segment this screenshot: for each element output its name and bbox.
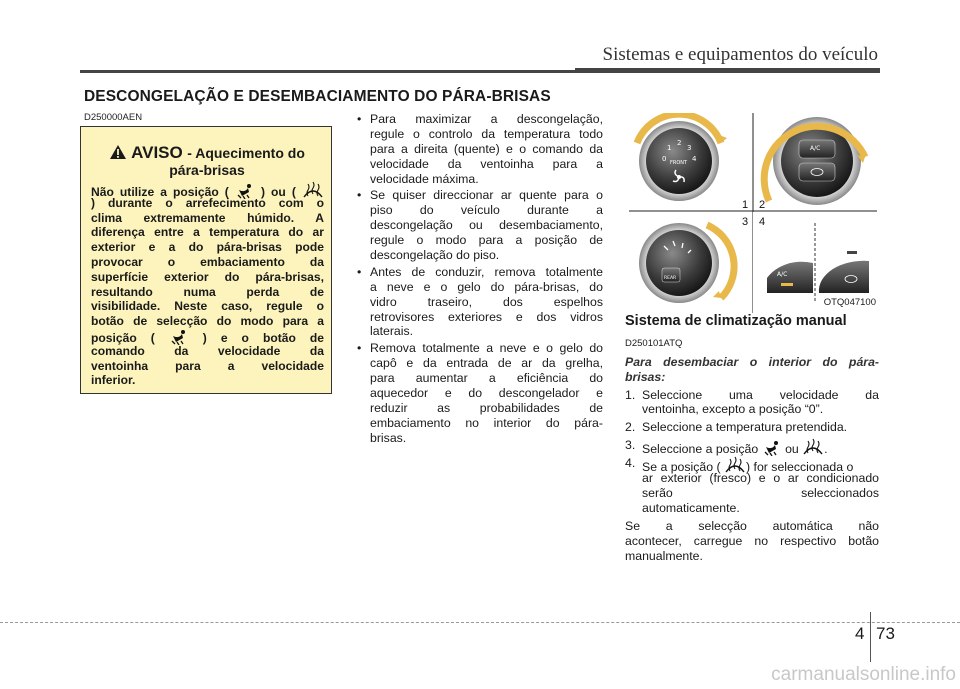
list-item: • Antes de conduzir, remova totalmente a neve e o gelo do pára-brisas, do vidro traseiro, dos espelhos retrovisores exteriores e dos vidros laterais. — [357, 264, 603, 339]
warning-subtitle: - Aquecimento do — [187, 145, 305, 161]
warning-line: diferença entre a temperatura do ar — [91, 225, 324, 240]
warning-line: superfície exterior do pára-brisas, — [91, 269, 324, 284]
subsection-title: Sistema de climatização manual — [625, 313, 847, 329]
ac-label: A/C — [810, 145, 821, 152]
warning-line: Não utilize a posição ( ) ou ( — [91, 181, 324, 196]
warning-line: provocar o embaciamento da — [91, 254, 324, 269]
bullet-list — [353, 112, 603, 448]
step-item: 4. Se a posição ( ) for seleccionada o ar exterior (fresco) e o ar condicionado serão seleccionados automaticamente. — [625, 456, 879, 515]
list-item: • Para maximizar a descongelação, regule o controlo da temperatura todo para a direita (quente) e o comando da velocidade da ventoinha para a velocidade máxima. — [357, 112, 603, 186]
rear-label: REAR — [664, 276, 677, 281]
procedure-heading: Para desembaciar o interior do pára- brisas: — [625, 354, 879, 384]
manual-climate-section — [625, 314, 879, 563]
knob-number: 0 — [662, 155, 667, 163]
page-number: 73 — [876, 624, 895, 643]
floor-defrost-icon — [762, 440, 782, 456]
chapter-number: 4 — [855, 624, 865, 643]
warning-line: comando da velocidade da — [91, 343, 324, 358]
subsection-code: D250101ATQ — [625, 337, 683, 349]
footer-divider — [870, 612, 871, 662]
warning-subtitle-2: pára-brisas — [169, 162, 245, 178]
floor-defrost-icon — [169, 329, 189, 345]
warning-heading — [81, 143, 333, 163]
note-paragraph: Se a selecção automática não acontecer, carregue no respectivo botão manualmente. — [625, 518, 879, 563]
knob-label: FRONT — [670, 160, 688, 166]
warning-word: AVISO — [131, 143, 183, 162]
warning-line: clima extremamente húmido. A — [91, 210, 324, 225]
warning-line: ) durante o arrefecimento com o — [91, 195, 324, 210]
section-title: DESCONGELAÇÃO E DESEMBACIAMENTO DO PÁRA-BRISAS — [84, 88, 551, 105]
figure-illustration — [629, 113, 877, 313]
figure-label: 4 — [759, 216, 766, 228]
warning-line: ventoinha para a velocidade — [91, 358, 324, 373]
footer-rule — [0, 622, 960, 623]
step-item: 3. Seleccione a posição ou . — [625, 438, 828, 457]
ac-label: A/C — [777, 271, 788, 278]
warning-box — [80, 126, 332, 394]
warning-line: botão de selecção do modo para a — [91, 314, 324, 329]
figure-label: 3 — [742, 216, 749, 228]
watermark: carmanualsonline.info — [771, 664, 956, 685]
figure-label: 2 — [759, 199, 766, 211]
knob-number: 4 — [692, 155, 697, 163]
list-item: • Remova totalmente a neve e o gelo do capô e da entrada de ar da grelha, para aumentar a eficiência do aquecedor e do descongelador e reduzir as probabilidades de embaciamento no interior do pára- brisas. — [357, 341, 603, 445]
list-item: • Se quiser direccionar ar quente para o piso do veículo durante a descongelação ou desembaciamento, regule o modo para a posição de descongelação do piso. — [357, 188, 603, 263]
warning-body — [91, 181, 324, 388]
warning-line: inferior. — [91, 373, 136, 388]
step-item: 2. Seleccione a temperatura pretendida. — [625, 420, 848, 435]
warning-line: posição ( ) e o botão de — [91, 330, 324, 345]
section-code: D250000AEN — [84, 112, 143, 123]
windshield-defrost-icon — [802, 438, 824, 456]
figure-label: 1 — [742, 199, 749, 211]
warning-triangle-icon — [109, 144, 127, 160]
warning-line: exterior e a do pára-brisas pode — [91, 240, 324, 255]
climate-control-figure — [629, 113, 877, 313]
warning-line: resultando numa perda de — [91, 284, 324, 299]
warning-line: visibilidade. Neste caso, regule o — [91, 299, 324, 314]
header-rule-accent — [575, 68, 880, 73]
knob-number: 1 — [667, 144, 672, 152]
step-item: 1. Seleccione uma velocidade da ventoinha, excepto a posição “0”. — [625, 387, 879, 417]
running-header: Sistemas e equipamentos do veículo — [602, 44, 878, 65]
figure-caption: OTQ047100 — [823, 297, 876, 308]
knob-number: 3 — [687, 144, 692, 152]
knob-number: 2 — [677, 139, 682, 147]
